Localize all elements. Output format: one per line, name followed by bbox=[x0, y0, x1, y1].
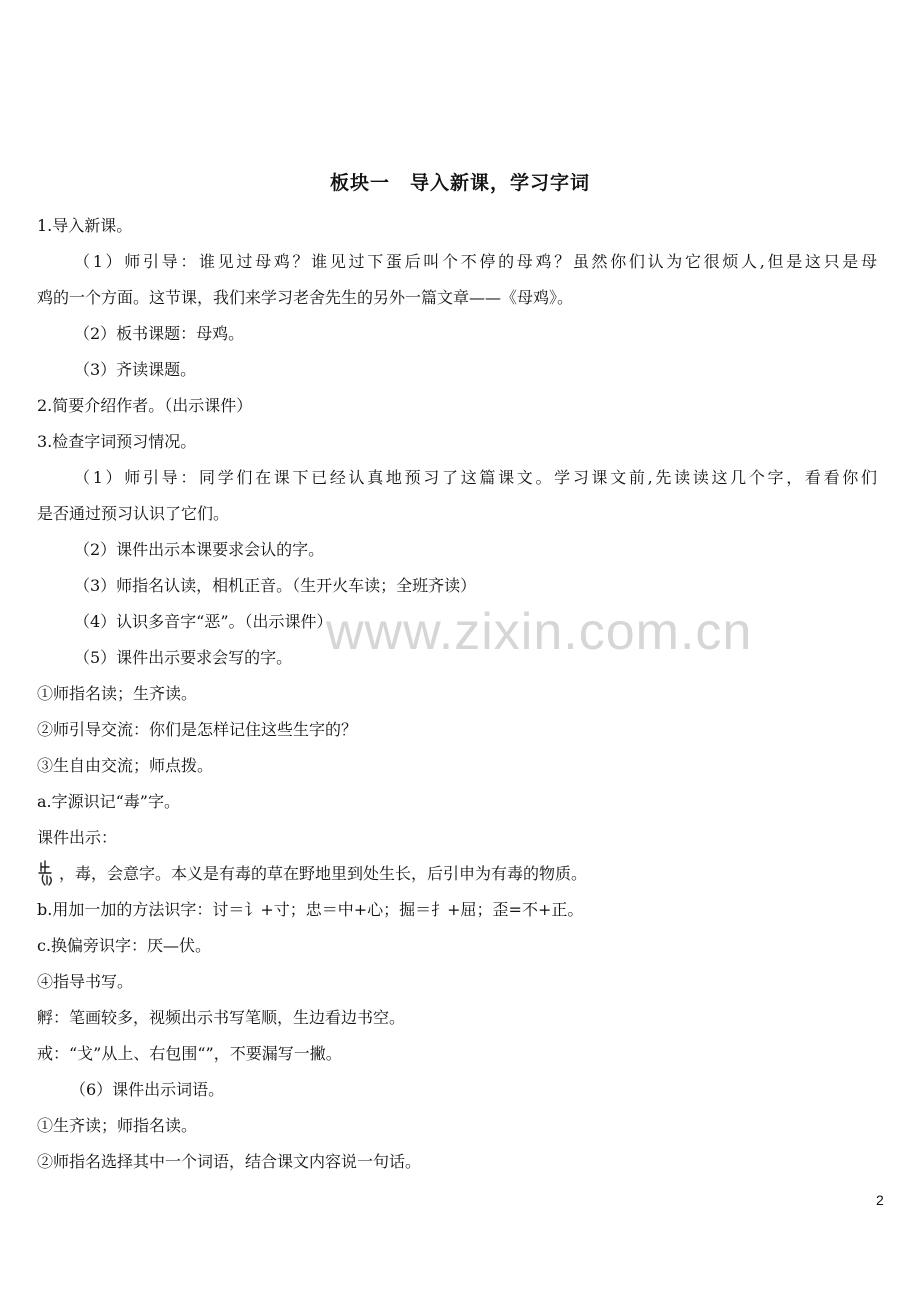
text-line-with-glyph bbox=[37, 856, 877, 892]
text-line: （1）师引导：同学们在课下已经认真地预习了这篇课文。学习课文前,先读读这几个字，看看你们 bbox=[74, 468, 877, 487]
text-line: 1.导入新课。 bbox=[37, 216, 133, 235]
text-line: a.字源识记“毒”字。 bbox=[37, 792, 180, 811]
text-line: （1）师引导：谁见过母鸡？谁见过下蛋后叫个不停的母鸡？虽然你们认为它很烦人,但是这只是母 bbox=[74, 252, 877, 271]
text-line: 孵：笔画较多，视频出示书写笔顺，生边看边书空。 bbox=[37, 1008, 406, 1027]
text-line: 是否通过预习认识了它们。 bbox=[37, 504, 230, 523]
text-line: 戒：“戈”从上、右包围“”，不要漏写一撇。 bbox=[37, 1044, 342, 1063]
text-line: （3）师指名认读，相机正音。（生开火车读；全班齐读） bbox=[74, 576, 477, 595]
text-line: （6）课件出示词语。 bbox=[70, 1080, 225, 1099]
text-line: （3）齐读课题。 bbox=[74, 360, 197, 379]
watermark: www.zixin.com.cn bbox=[326, 603, 753, 661]
section-title: 板块一 导入新课，学习字词 bbox=[329, 172, 590, 194]
text-line: 鸡的一个方面。这节课，我们来学习老舍先生的另外一篇文章——《母鸡》。 bbox=[37, 288, 574, 307]
text-line: 3.检查字词预习情况。 bbox=[37, 432, 197, 451]
body-text bbox=[37, 208, 877, 1180]
text-line: ④指导书写。 bbox=[37, 972, 134, 991]
text-line: b.用加一加的方法识字：讨＝讠+寸；忠＝中+心；掘＝扌+屈；歪=不+正。 bbox=[37, 900, 584, 919]
ancient-character-glyph-icon bbox=[37, 859, 57, 887]
text-line: ②师引导交流：你们是怎样记住这些生字的？ bbox=[37, 720, 358, 739]
text-line: ③生自由交流；师点拨。 bbox=[37, 756, 214, 775]
text-line: （2）课件出示本课要求会认的字。 bbox=[74, 540, 325, 559]
text-line: ①生齐读；师指名读。 bbox=[37, 1116, 198, 1135]
text-line: 课件出示： bbox=[37, 828, 118, 847]
text-line: ②师指名选择其中一个词语，结合课文内容说一句话。 bbox=[37, 1152, 422, 1171]
text-line: （4）认识多音字“恶”。（出示课件） bbox=[74, 612, 333, 631]
text-line: c.换偏旁识字：厌—伏。 bbox=[37, 936, 212, 955]
text-line: （2）板书课题：母鸡。 bbox=[74, 324, 245, 343]
page-number: 2 bbox=[876, 1192, 884, 1208]
glyph-definition-text: ，毒，会意字。本义是有毒的草在野地里到处生长，后引申为有毒的物质。 bbox=[59, 864, 588, 883]
text-line: （5）课件出示要求会写的字。 bbox=[74, 648, 293, 667]
text-line: ①师指名读；生齐读。 bbox=[37, 684, 198, 703]
text-line: 2.简要介绍作者。（出示课件） bbox=[37, 396, 253, 415]
